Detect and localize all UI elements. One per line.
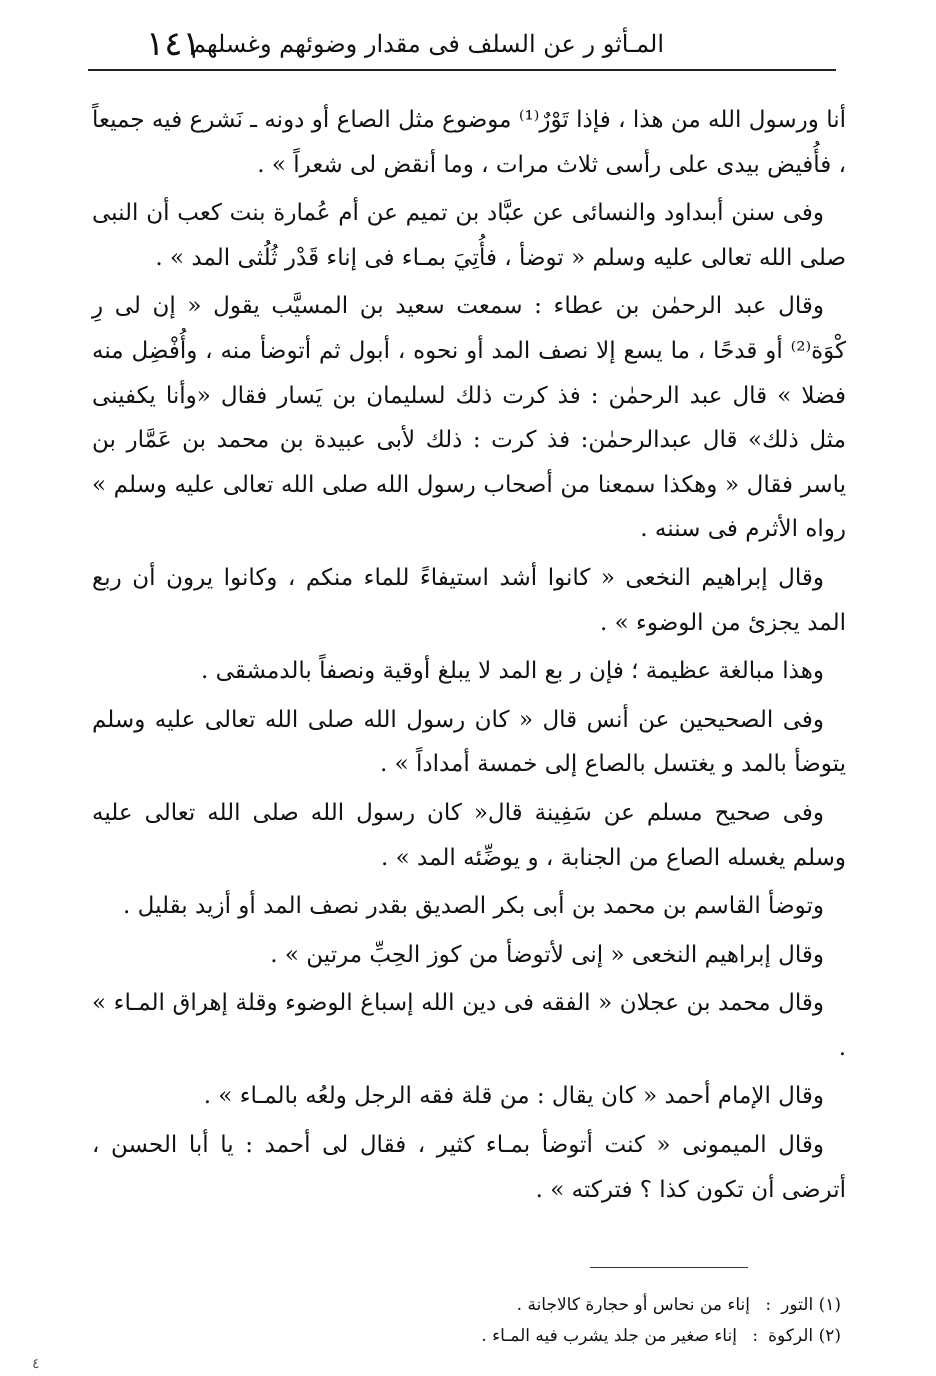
- paragraph: وقال الميمونى « كنت أتوضأ بمـاء كثير ، فقال لى أحمد : يا أبا الحسن ، أترضى أن تكون كذا ؟ فتركته » .: [92, 1132, 846, 1203]
- header-divider: [88, 69, 836, 71]
- footnote-number: (١): [818, 1295, 841, 1315]
- paragraph: وقال إبراهيم النخعى « إنى لأتوضأ من كوز الحِبِّ مرتين » .: [270, 941, 824, 968]
- corner-mark: ٤: [32, 1356, 40, 1372]
- paragraph: وقال الإمام أحمد « كان يقال : من قلة فقه الرجل ولعُه بالمـاء » .: [203, 1083, 824, 1110]
- paragraph: وهذا مبالغة عظيمة ؛ فإن ر بع المد لا يبلغ أوقية ونصفاً بالدمشقى .: [201, 658, 824, 685]
- paragraph: وفى سنن أبىداود والنسائى عن عبَّاد بن تميم عن أم عُمارة بنت كعب أن النبى صلى الله تعالى عليه وسلم « توضأ ، فأُتِيَ بمـاء فى إناء قَدْر ثُلُثى المد » .: [92, 200, 846, 271]
- footnote-divider: [590, 1267, 748, 1268]
- footnote-text: إناء صغير من جلد يشرب فيه المـاء .: [481, 1326, 737, 1346]
- footnote-term: التور: [781, 1295, 814, 1315]
- footnotes: [401, 1290, 841, 1352]
- footnote-number: (٢): [818, 1326, 841, 1346]
- footnote-item: (٢) الركوة: إناء صغير من جلد يشرب فيه المـاء .: [481, 1326, 841, 1346]
- paragraph: وقال عبد الرحمٰن بن عطاء : سمعت سعيد بن المسيَّب يقول « إن لى رِ كْوَة⁽²⁾ أو قدحًا ، ما يسع إلا نصف المد أو نحوه ، أبول ثم أتوضأ منه ، وأُفْضِل منه فضلا » قال عبد الرحمٰن : فذ كرت ذلك لسليمان بن يَسار فقال «وأنا يكفينى مثل ذلك» قال عبدالرحمٰن: فذ كرت : ذلك لأبى عبيدة بن محمد بن عَمَّار بن ياسر فقال « وهكذا سمعنا من أصحاب رسول الله صلى الله تعالى عليه وسلم » رواه الأثرم فى سننه .: [92, 293, 846, 543]
- running-header: [88, 22, 834, 68]
- paragraph: وتوضأ القاسم بن محمد بن أبى بكر الصديق بقدر نصف المد أو أزيد بقليل .: [123, 893, 824, 920]
- page-number: ١٤١: [146, 24, 201, 64]
- footnote-term: الركوة: [768, 1326, 814, 1346]
- footnote-item: (١) التور: إناء من نحاس أو حجارة كالاجانة .: [516, 1295, 841, 1315]
- paragraph: أنا ورسول الله من هذا ، فإذا تَوْرٌ⁽¹⁾ موضوع مثل الصاع أو دونه ـ نَشرع فيه جميعاً ، فأُفيض بيدى على رأسى ثلاث مرات ، وما أنقض لى شعراً » .: [92, 107, 846, 178]
- main-text: [92, 98, 846, 1216]
- paragraph: وفى الصحيحين عن أنس قال « كان رسول الله صلى الله تعالى عليه وسلم يتوضأ بالمد و يغتسل بالصاع إلى خمسة أمداداً » .: [92, 706, 846, 778]
- footnote-text: إناء من نحاس أو حجارة كالاجانة .: [516, 1295, 750, 1315]
- running-title: المـأثو ر عن السلف فى مقدار وضوئهم وغسلهم: [191, 30, 664, 58]
- paragraph: وقال محمد بن عجلان « الفقه فى دين الله إسباغ الوضوء وقلة إهراق المـاء » .: [92, 990, 846, 1061]
- paragraph: وقال إبراهيم النخعى « كانوا أشد استيفاءً للماء منكم ، وكانوا يرون أن ربع المد يجزئ من الوضوء » .: [92, 564, 846, 636]
- paragraph: وفى صحيح مسلم عن سَفِينة قال« كان رسول الله صلى الله تعالى عليه وسلم يغسله الصاع من الجنابة ، و يوضِّئه المد » .: [92, 799, 846, 871]
